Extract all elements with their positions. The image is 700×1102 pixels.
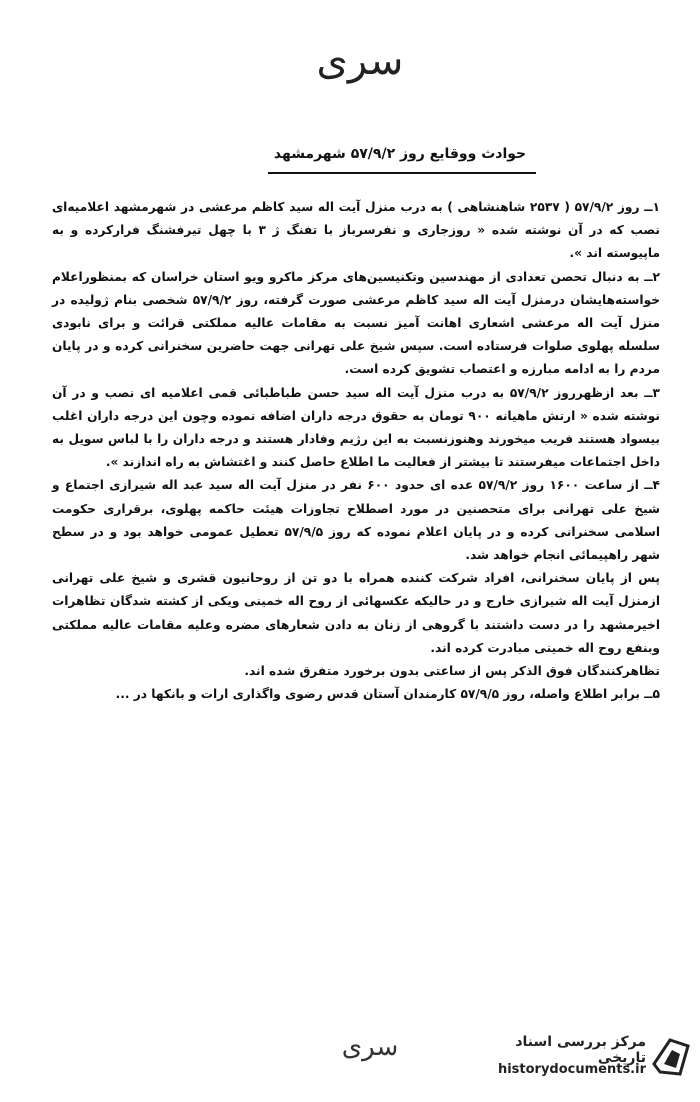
paragraph-2: ۲ــ به دنبال تحصن تعدادی از مهندسین وتکنیسین‌های مرکز ماکرو ویو استان خراسان که بمنظوراعلام خواسته‌هایشان درمنزل آیت اله سید کاظم مرعشی صورت گرفته، روز ۵۷/۹/۲ شخصی بنام ژولیده در منزل آیت اله مرعشی اشعاری اهانت آمیز نسبت به مقامات عالیه مملکتی قرائت و برای نابودی سلسله پهلوی صلوات فرستاده است. سپس شیخ علی تهرانی جهت حاضرین سخنرانی کرده و در پایان مردم را به ادامه مبارزه و اعتصاب تشویق کرده است. xyxy=(52,269,661,377)
paragraph-1: ۱ــ روز ۵۷/۹/۲ ( ۲۵۳۷ شاهنشاهی ) به درب منزل آیت اله سید کاظم مرعشی در شهرمشهد اعلامیه‌ای نصب که در آن نوشته شده « روزجاری و نفرسرباز با تفنگ ژ ۳ با چهل تیرفشنگ فرارکرده و به ماپیوسته اند ». xyxy=(52,200,660,261)
bottom-classification-mark: سری xyxy=(341,1032,399,1062)
document-heading: حوادث ووقایع روز ۵۷/۹/۲ شهرمشهد xyxy=(273,146,527,162)
paragraph-5: ۵ــ برابر اطلاع واصله، روز ۵۷/۹/۵ کارمندان آستان قدس رضوی واگذاری ارات و بانکها در ... xyxy=(115,687,660,702)
emblem-icon xyxy=(650,1034,692,1078)
watermark-name: مرکز بررسی اسناد تاریخی xyxy=(515,1034,646,1066)
watermark-url: historydocuments.ir xyxy=(497,1062,646,1077)
paragraph-3: ۳ــ بعد ازظهرروز ۵۷/۹/۲ به درب منزل آیت اله سید حسن طباطبائی قمی اعلامیه ای نصب و در آن نوشته شده « ارتش ماهیانه ۹۰۰ تومان به حقوق درجه داران اضافه نموده وچون این درجه داران اغلب بیسواد هستند فریب میخورند وهنوزنسبت به این رژیم وفادار هستند و درجه داران را با لباس سویل به داخل اجتماعات میفرستند تا بیشتر از فعالیت ما اطلاع حاصل کنند و اغتشاش به راه اندازند ». xyxy=(52,385,661,470)
watermark-logo xyxy=(470,1028,694,1098)
document-body xyxy=(52,196,660,706)
paragraph-4-closing: تظاهرکنندگان فوق الذکر پس از ساعتی بدون برخورد متفرق شده اند. xyxy=(244,664,660,679)
classification-mark: سری xyxy=(316,38,404,84)
paragraph-4: ۴ــ از ساعت ۱۶۰۰ روز ۵۷/۹/۲ عده ای حدود ۶۰۰ نفر در منزل آیت اله سید عبد اله شیرازی اجتماع و شیخ علی تهرانی برای متحصنین در مورد اصطلاح تجاوزات هیئت حاکمه پهلوی، برقراری حکومت اسلامی سخنرانی کرده و در پایان اعلام نموده که روز ۵۷/۹/۵ تعطیل عمومی خواهد بود و در سطح شهر راهپیمائی انجام خواهد شد. xyxy=(52,478,660,563)
heading-underline xyxy=(268,172,536,174)
paragraph-4-continued: پس از پایان سخنرانی، افراد شرکت کننده همراه با دو تن از روحانیون قشری و شیخ علی تهرانی ازمنزل آیت اله شیرازی خارج و در حالیکه عکسهائی از روح اله خمینی ویکی از کشته شدگان تظاهرات اخیرمشهد را در دست داشتند با گروهی از زنان به دادن شعارهای مضره وعلیه مقامات عالیه مملکتی وبنفع روح اله خمینی مبادرت کرده اند. xyxy=(52,571,660,655)
